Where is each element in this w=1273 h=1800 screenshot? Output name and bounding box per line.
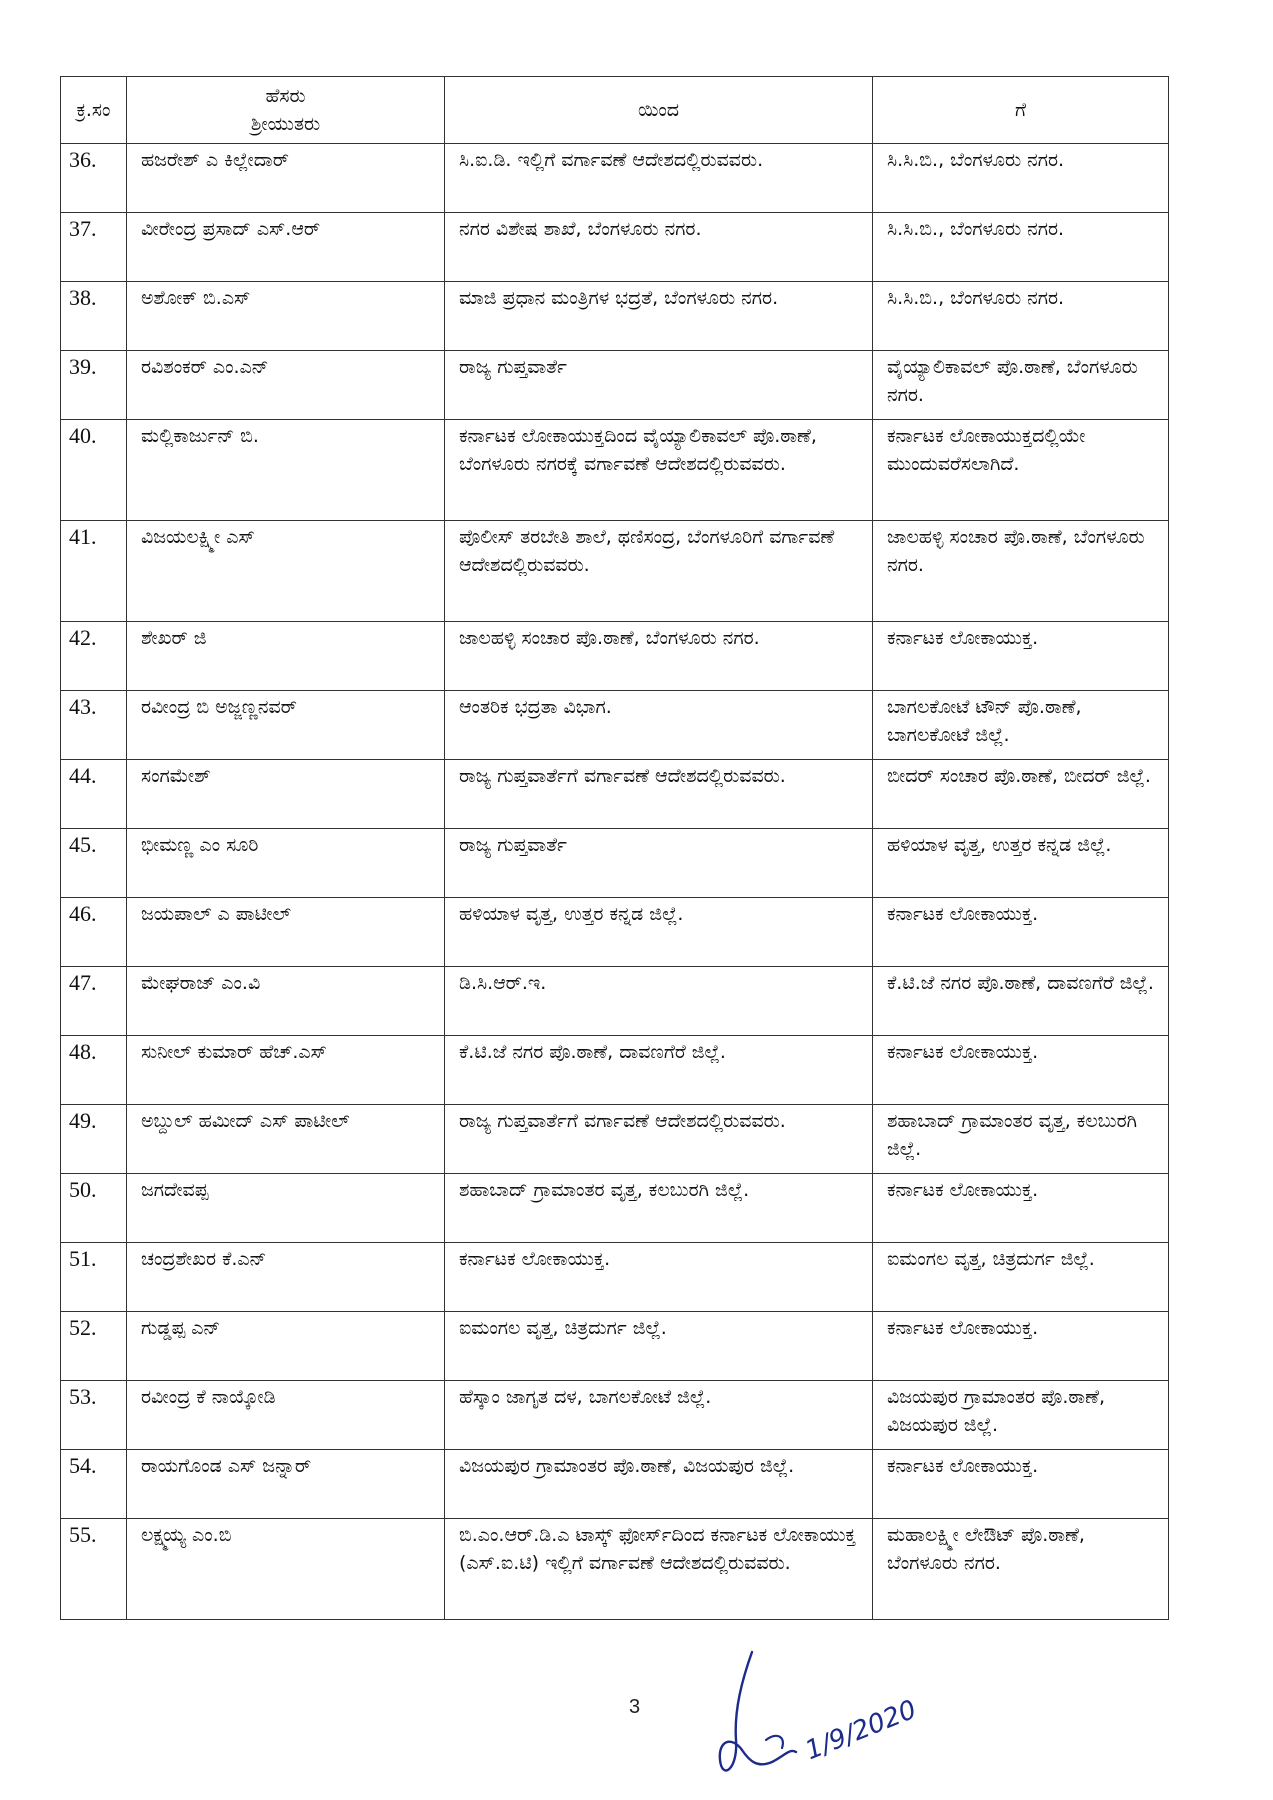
name-cell: ಮೇಘರಾಜ್ ಎಂ.ವಿ xyxy=(127,967,445,1036)
from-cell: ಆಂತರಿಕ ಭದ್ರತಾ ವಿಭಾಗ. xyxy=(445,691,873,760)
table-body xyxy=(61,144,1169,1620)
serial-cell: 47. xyxy=(61,967,127,1036)
from-cell: ಸಿ.ಐ.ಡಿ. ಇಲ್ಲಿಗೆ ವರ್ಗಾವಣೆ ಆದೇಶದಲ್ಲಿರುವವರು. xyxy=(445,144,873,213)
to-cell: ಕೆ.ಟಿ.ಜೆ ನಗರ ಪೊ.ಠಾಣೆ, ದಾವಣಗೆರೆ ಜಿಲ್ಲೆ. xyxy=(873,967,1169,1036)
to-cell: ಕರ್ನಾಟಕ ಲೋಕಾಯುಕ್ತ. xyxy=(873,1174,1169,1243)
from-cell: ನಗರ ವಿಶೇಷ ಶಾಖೆ, ಬೆಂಗಳೂರು ನಗರ. xyxy=(445,213,873,282)
name-cell: ಜಯಪಾಲ್ ಎ ಪಾಟೀಲ್ xyxy=(127,898,445,967)
to-cell: ಬಾಗಲಕೋಟೆ ಟೌನ್ ಪೊ.ಠಾಣೆ, ಬಾಗಲಕೋಟೆ ಜಿಲ್ಲೆ. xyxy=(873,691,1169,760)
serial-cell: 36. xyxy=(61,144,127,213)
from-cell: ರಾಜ್ಯ ಗುಪ್ತವಾರ್ತೆಗೆ ವರ್ಗಾವಣೆ ಆದೇಶದಲ್ಲಿರುವವರು. xyxy=(445,1105,873,1174)
serial-cell: 43. xyxy=(61,691,127,760)
table-row xyxy=(61,1243,1169,1312)
table-row xyxy=(61,1036,1169,1105)
table-row xyxy=(61,622,1169,691)
to-cell: ಹಳಿಯಾಳ ವೃತ್ತ, ಉತ್ತರ ಕನ್ನಡ ಜಿಲ್ಲೆ. xyxy=(873,829,1169,898)
table-row xyxy=(61,1174,1169,1243)
serial-cell: 49. xyxy=(61,1105,127,1174)
to-cell: ವಿಜಯಪುರ ಗ್ರಾಮಾಂತರ ಪೊ.ಠಾಣೆ, ವಿಜಯಪುರ ಜಿಲ್ಲೆ. xyxy=(873,1381,1169,1450)
to-cell: ಕರ್ನಾಟಕ ಲೋಕಾಯುಕ್ತ. xyxy=(873,1312,1169,1381)
table-row xyxy=(61,967,1169,1036)
from-cell: ಹಳಿಯಾಳ ವೃತ್ತ, ಉತ್ತರ ಕನ್ನಡ ಜಿಲ್ಲೆ. xyxy=(445,898,873,967)
table-row xyxy=(61,213,1169,282)
table-row xyxy=(61,1105,1169,1174)
to-cell: ಬೀದರ್ ಸಂಚಾರ ಪೊ.ಠಾಣೆ, ಬೀದರ್ ಜಿಲ್ಲೆ. xyxy=(873,760,1169,829)
table-row xyxy=(61,282,1169,351)
to-cell: ಕರ್ನಾಟಕ ಲೋಕಾಯುಕ್ತದಲ್ಲಿಯೇ ಮುಂದುವರೆಸಲಾಗಿದೆ. xyxy=(873,420,1169,521)
from-cell: ಡಿ.ಸಿ.ಆರ್.ಇ. xyxy=(445,967,873,1036)
from-cell: ಮಾಜಿ ಪ್ರಧಾನ ಮಂತ್ರಿಗಳ ಭದ್ರತೆ, ಬೆಂಗಳೂರು ನಗರ. xyxy=(445,282,873,351)
name-cell: ಅಬ್ದುಲ್ ಹಮೀದ್ ಎಸ್ ಪಾಟೀಲ್ xyxy=(127,1105,445,1174)
from-cell: ರಾಜ್ಯ ಗುಪ್ತವಾರ್ತೆಗೆ ವರ್ಗಾವಣೆ ಆದೇಶದಲ್ಲಿರುವವರು. xyxy=(445,760,873,829)
serial-cell: 53. xyxy=(61,1381,127,1450)
serial-cell: 51. xyxy=(61,1243,127,1312)
to-cell: ಸಿ.ಸಿ.ಬಿ., ಬೆಂಗಳೂರು ನಗರ. xyxy=(873,213,1169,282)
table-row xyxy=(61,1312,1169,1381)
from-cell: ರಾಜ್ಯ ಗುಪ್ತವಾರ್ತೆ xyxy=(445,829,873,898)
name-cell: ಸುನೀಲ್ ಕುಮಾರ್ ಹೆಚ್.ಎಸ್ xyxy=(127,1036,445,1105)
serial-cell: 45. xyxy=(61,829,127,898)
from-cell: ಕರ್ನಾಟಕ ಲೋಕಾಯುಕ್ತ. xyxy=(445,1243,873,1312)
name-cell: ಸಂಗಮೇಶ್ xyxy=(127,760,445,829)
name-cell: ರವೀಂದ್ರ ಬಿ ಅಜ್ಜಣ್ಣನವರ್ xyxy=(127,691,445,760)
transfer-table xyxy=(60,76,1169,1620)
name-cell: ಲಕ್ಷ್ಮಯ್ಯ ಎಂ.ಬಿ xyxy=(127,1519,445,1620)
header-name-line2: ಶ್ರೀಯುತರು xyxy=(250,113,321,135)
header-serial: ಕ್ರ.ಸಂ xyxy=(61,77,127,144)
serial-cell: 55. xyxy=(61,1519,127,1620)
from-cell: ರಾಜ್ಯ ಗುಪ್ತವಾರ್ತೆ xyxy=(445,351,873,420)
handwritten-signature xyxy=(712,1640,932,1790)
name-cell: ರವೀಂದ್ರ ಕೆ ನಾಯ್ಕೋಡಿ xyxy=(127,1381,445,1450)
serial-cell: 37. xyxy=(61,213,127,282)
header-name-line1: ಹೆಸರು xyxy=(265,85,306,107)
to-cell: ಸಿ.ಸಿ.ಬಿ., ಬೆಂಗಳೂರು ನಗರ. xyxy=(873,144,1169,213)
serial-cell: 38. xyxy=(61,282,127,351)
from-cell: ವಿಜಯಪುರ ಗ್ರಾಮಾಂತರ ಪೊ.ಠಾಣೆ, ವಿಜಯಪುರ ಜಿಲ್ಲೆ. xyxy=(445,1450,873,1519)
serial-cell: 42. xyxy=(61,622,127,691)
header-row xyxy=(61,77,1169,144)
name-cell: ಶೇಖರ್ ಜಿ xyxy=(127,622,445,691)
serial-cell: 44. xyxy=(61,760,127,829)
svg-text:1/9/2020: 1/9/2020 xyxy=(801,1694,921,1767)
serial-cell: 41. xyxy=(61,521,127,622)
name-cell: ಚಂದ್ರಶೇಖರ ಕೆ.ಎನ್ xyxy=(127,1243,445,1312)
table-row xyxy=(61,351,1169,420)
to-cell: ಕರ್ನಾಟಕ ಲೋಕಾಯುಕ್ತ. xyxy=(873,1036,1169,1105)
table-row xyxy=(61,898,1169,967)
from-cell: ಹೆಸ್ಕಾಂ ಜಾಗೃತ ದಳ, ಬಾಗಲಕೋಟೆ ಜಿಲ್ಲೆ. xyxy=(445,1381,873,1450)
from-cell: ಜಾಲಹಳ್ಳಿ ಸಂಚಾರ ಪೊ.ಠಾಣೆ, ಬೆಂಗಳೂರು ನಗರ. xyxy=(445,622,873,691)
name-cell: ಗುಡ್ಡಪ್ಪ ಎನ್ xyxy=(127,1312,445,1381)
name-cell: ರವಿಶಂಕರ್ ಎಂ.ಎನ್ xyxy=(127,351,445,420)
header-to: ಗೆ xyxy=(873,77,1169,144)
table-header xyxy=(61,77,1169,144)
table-row xyxy=(61,691,1169,760)
table-row xyxy=(61,144,1169,213)
page-number: 3 xyxy=(629,1696,641,1718)
name-cell: ವಿಜಯಲಕ್ಷ್ಮೀ ಎಸ್ xyxy=(127,521,445,622)
table-row xyxy=(61,521,1169,622)
table-row xyxy=(61,1450,1169,1519)
serial-cell: 46. xyxy=(61,898,127,967)
serial-cell: 39. xyxy=(61,351,127,420)
table-row xyxy=(61,1381,1169,1450)
table-row xyxy=(61,1519,1169,1620)
serial-cell: 48. xyxy=(61,1036,127,1105)
from-cell: ಶಹಾಬಾದ್ ಗ್ರಾಮಾಂತರ ವೃತ್ತ, ಕಲಬುರಗಿ ಜಿಲ್ಲೆ. xyxy=(445,1174,873,1243)
to-cell: ಸಿ.ಸಿ.ಬಿ., ಬೆಂಗಳೂರು ನಗರ. xyxy=(873,282,1169,351)
header-name xyxy=(127,77,445,144)
to-cell: ವೈಯ್ಯಾಲಿಕಾವಲ್ ಪೊ.ಠಾಣೆ, ಬೆಂಗಳೂರು ನಗರ. xyxy=(873,351,1169,420)
name-cell: ರಾಯಗೊಂಡ ಎಸ್ ಜನ್ನಾರ್ xyxy=(127,1450,445,1519)
from-cell: ಪೊಲೀಸ್ ತರಬೇತಿ ಶಾಲೆ, ಥಣಿಸಂದ್ರ, ಬೆಂಗಳೂರಿಗೆ ವರ್ಗಾವಣೆ ಆದೇಶದಲ್ಲಿರುವವರು. xyxy=(445,521,873,622)
from-cell: ಕೆ.ಟಿ.ಜೆ ನಗರ ಪೊ.ಠಾಣೆ, ದಾವಣಗೆರೆ ಜಿಲ್ಲೆ. xyxy=(445,1036,873,1105)
header-from: ಯಿಂದ xyxy=(445,77,873,144)
name-cell: ವೀರೇಂದ್ರ ಪ್ರಸಾದ್ ಎಸ್.ಆರ್ xyxy=(127,213,445,282)
from-cell: ಐಮಂಗಲ ವೃತ್ತ, ಚಿತ್ರದುರ್ಗ ಜಿಲ್ಲೆ. xyxy=(445,1312,873,1381)
to-cell: ಜಾಲಹಳ್ಳಿ ಸಂಚಾರ ಪೊ.ಠಾಣೆ, ಬೆಂಗಳೂರು ನಗರ. xyxy=(873,521,1169,622)
table-row xyxy=(61,760,1169,829)
from-cell: ಬಿ.ಎಂ.ಆರ್.ಡಿ.ಎ ಟಾಸ್ಕ್ ಫೋರ್ಸ್‌ದಿಂದ ಕರ್ನಾಟಕ ಲೋಕಾಯುಕ್ತ (ಎಸ್.ಐ.ಟಿ) ಇಲ್ಲಿಗೆ ವರ್ಗಾವಣೆ ಆದೇಶದಲ್ಲಿರುವವರು. xyxy=(445,1519,873,1620)
table-row xyxy=(61,420,1169,521)
name-cell: ಅಶೋಕ್ ಬಿ.ಎಸ್ xyxy=(127,282,445,351)
to-cell: ಕರ್ನಾಟಕ ಲೋಕಾಯುಕ್ತ. xyxy=(873,622,1169,691)
to-cell: ಮಹಾಲಕ್ಷ್ಮೀ ಲೇಔಟ್ ಪೊ.ಠಾಣೆ, ಬೆಂಗಳೂರು ನಗರ. xyxy=(873,1519,1169,1620)
serial-cell: 40. xyxy=(61,420,127,521)
serial-cell: 52. xyxy=(61,1312,127,1381)
to-cell: ಶಹಾಬಾದ್ ಗ್ರಾಮಾಂತರ ವೃತ್ತ, ಕಲಬುರಗಿ ಜಿಲ್ಲೆ. xyxy=(873,1105,1169,1174)
table-row xyxy=(61,829,1169,898)
serial-cell: 54. xyxy=(61,1450,127,1519)
from-cell: ಕರ್ನಾಟಕ ಲೋಕಾಯುಕ್ತದಿಂದ ವೈಯ್ಯಾಲಿಕಾವಲ್ ಪೊ.ಠಾಣೆ, ಬೆಂಗಳೂರು ನಗರಕ್ಕೆ ವರ್ಗಾವಣೆ ಆದೇಶದಲ್ಲಿರುವವರು. xyxy=(445,420,873,521)
name-cell: ಜಗದೇವಪ್ಪ xyxy=(127,1174,445,1243)
to-cell: ಕರ್ನಾಟಕ ಲೋಕಾಯುಕ್ತ. xyxy=(873,1450,1169,1519)
to-cell: ಕರ್ನಾಟಕ ಲೋಕಾಯುಕ್ತ. xyxy=(873,898,1169,967)
name-cell: ಹಜರೇಶ್ ಎ ಕಿಲ್ಲೇದಾರ್ xyxy=(127,144,445,213)
name-cell: ಭೀಮಣ್ಣ ಎಂ ಸೂರಿ xyxy=(127,829,445,898)
name-cell: ಮಲ್ಲಿಕಾರ್ಜುನ್ ಬಿ. xyxy=(127,420,445,521)
serial-cell: 50. xyxy=(61,1174,127,1243)
to-cell: ಐಮಂಗಲ ವೃತ್ತ, ಚಿತ್ರದುರ್ಗ ಜಿಲ್ಲೆ. xyxy=(873,1243,1169,1312)
